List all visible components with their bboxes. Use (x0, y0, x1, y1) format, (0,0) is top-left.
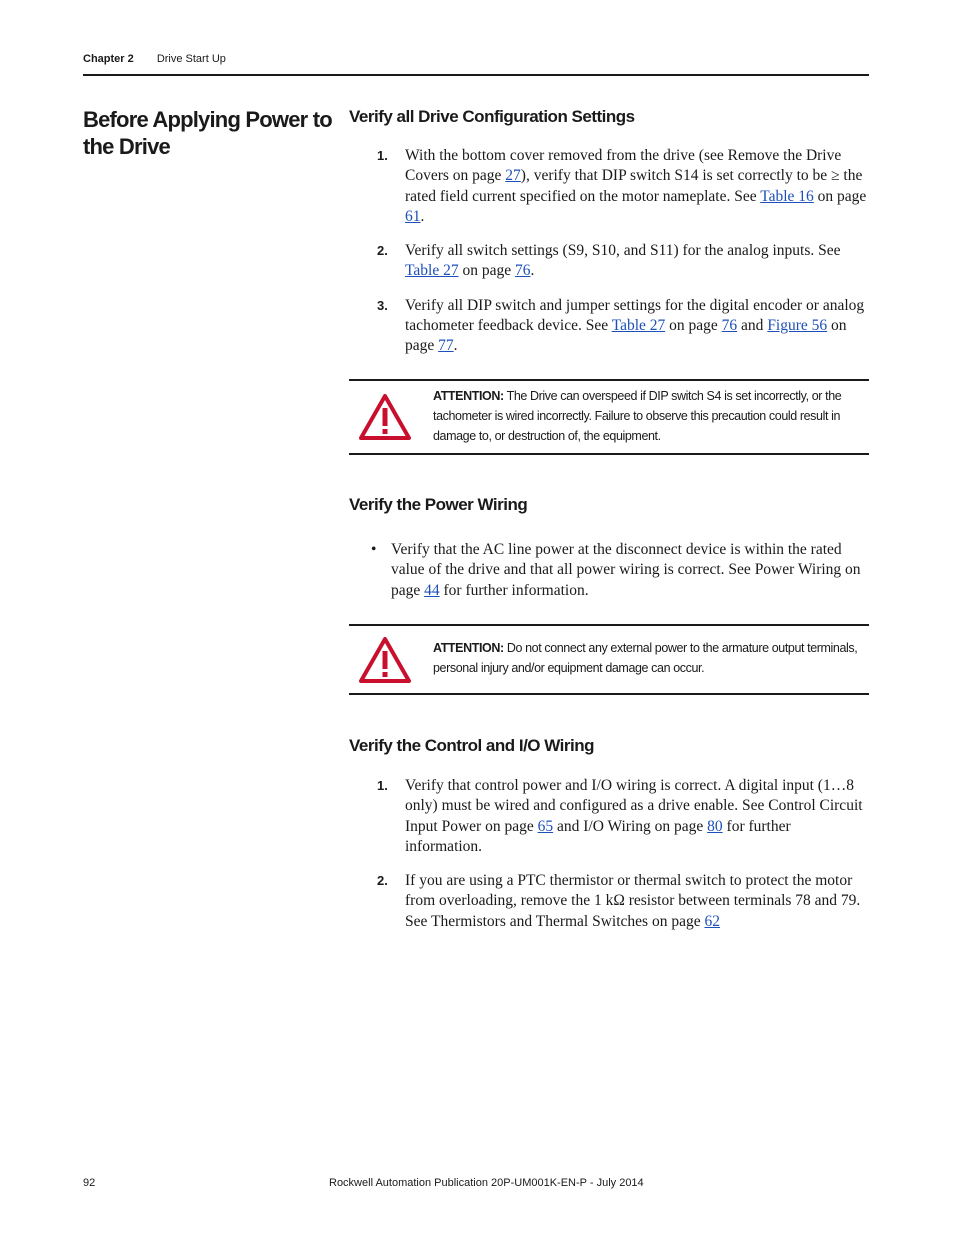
step-text: . (420, 207, 425, 225)
step-number: 1. (377, 148, 388, 163)
chapter-label: Chapter 2 (83, 53, 134, 65)
attention-box (349, 379, 869, 455)
section-label: Drive Start Up (156, 53, 226, 65)
step-text: for further information. (405, 817, 791, 855)
step-text: Verify that control power and I/O wiring is correct. A digital input (1…8 only) must be wired and configured as a drive enable. See Control Circuit Input Power on page (405, 777, 863, 835)
step-text: With the bottom cover removed from the drive (see Remove the Drive Covers on page (405, 147, 842, 185)
step-text: and I/O Wiring on page (553, 817, 708, 835)
running-header (83, 53, 226, 65)
figure-link[interactable]: Figure 56 (767, 317, 828, 335)
page-link[interactable]: 27 (505, 167, 521, 185)
bullet-symbol: • (371, 541, 377, 558)
step-item (349, 871, 869, 932)
step-item (349, 241, 869, 282)
step-number: 2. (377, 873, 388, 889)
bullet-item (349, 540, 869, 601)
table-link[interactable]: Table 16 (760, 187, 814, 205)
step-text: ), verify that DIP switch S14 is set correctly to be ≥ the rated field current specified on the motor nameplate. See (405, 167, 863, 205)
step-text: . (453, 337, 458, 355)
step-text: and (737, 317, 768, 335)
side-title: Before Applying Power to the Drive (83, 107, 332, 159)
step-number: 1. (377, 778, 388, 793)
power-bullets (349, 540, 869, 601)
page-link[interactable]: 62 (704, 912, 720, 930)
step-item (349, 776, 869, 857)
publication-info: Rockwell Automation Publication 20P-UM001K-EN-P - July 2014 (329, 1177, 644, 1189)
step-item (349, 146, 869, 227)
section-title: Verify all Drive Configuration Settings (349, 107, 635, 126)
step-item (349, 296, 869, 357)
page-link[interactable]: 76 (514, 262, 531, 280)
section-config-settings (349, 107, 869, 371)
page-link[interactable]: 76 (721, 317, 738, 335)
page-link[interactable]: 77 (438, 337, 454, 355)
section-power-wiring (349, 495, 869, 601)
step-text: on page (665, 317, 722, 335)
section-control-io-wiring (349, 736, 869, 946)
page-number: 92 (83, 1177, 96, 1189)
page-link[interactable]: 65 (537, 817, 554, 835)
step-number: 3. (377, 297, 388, 313)
step-text: on page (458, 262, 515, 280)
table-link[interactable]: Table 27 (611, 317, 666, 335)
step-text: . (530, 262, 535, 280)
section-title: Verify the Power Wiring (349, 495, 528, 514)
warning-triangle-icon (358, 636, 412, 684)
page-link[interactable]: 80 (707, 817, 723, 835)
attention-label: ATTENTION: (433, 641, 504, 655)
step-text: Verify all DIP switch and jumper settings for the digital encoder or analog tachometer feedback device. See (405, 296, 865, 335)
attention-message: The Drive can overspeed if DIP switch S4 is set incorrectly, or the tachometer is wired incorrectly. Failure to observe this precaution could result in damage to, or destruction of, the equipment. (433, 389, 842, 443)
attention-label: ATTENTION: (433, 389, 504, 403)
control-steps (349, 776, 869, 932)
table-link[interactable]: Table 27 (405, 262, 459, 280)
attention-text (433, 386, 861, 446)
step-text: If you are using a PTC thermistor or thermal switch to protect the motor from overloading, remove the 1 kΩ resistor between terminals 78 and 79. See Thermistors and Thermal Switches on page (405, 872, 861, 930)
attention-message: Do not connect any external power to the armature output terminals, personal injury and/or equipment damage can occur. (433, 641, 858, 675)
section-title: Verify the Control and I/O Wiring (349, 736, 594, 755)
step-text: on page (813, 187, 867, 205)
step-text: on page (405, 317, 847, 355)
bullet-text: for further information. (439, 581, 589, 599)
bullet-text: Verify that the AC line power at the disconnect device is within the rated value of the drive and that all power wiring is correct. See Power Wiring on page (391, 541, 861, 599)
step-number: 2. (377, 243, 388, 259)
header-rule (83, 74, 869, 76)
warning-triangle-icon (358, 393, 412, 441)
attention-text (433, 638, 861, 678)
page-link[interactable]: 44 (424, 581, 440, 599)
attention-box (349, 624, 869, 695)
page-link[interactable]: 61 (405, 207, 421, 225)
config-steps (349, 146, 869, 357)
step-text: Verify all switch settings (S9, S10, and S11) for the analog inputs. See (405, 242, 841, 260)
